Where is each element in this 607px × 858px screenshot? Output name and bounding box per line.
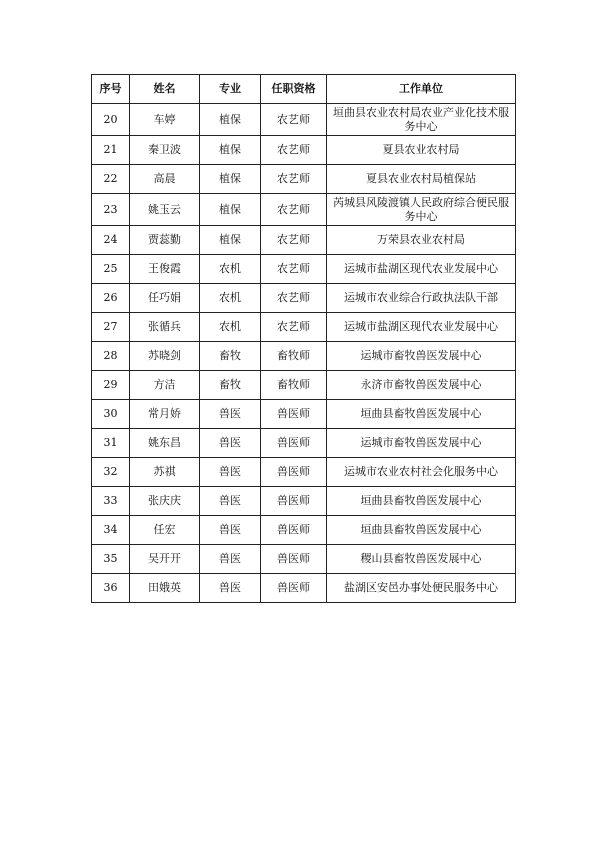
cell-unit: 运城市盐湖区现代农业发展中心 [327,255,516,284]
cell-major: 畜牧 [200,342,261,371]
cell-title: 农艺师 [261,165,327,194]
cell-no: 22 [92,165,130,194]
table-header-row [92,75,516,104]
cell-major: 农机 [200,284,261,313]
cell-name: 常月娇 [130,400,200,429]
cell-no: 28 [92,342,130,371]
cell-title: 农艺师 [261,284,327,313]
cell-major: 植保 [200,136,261,165]
header-name: 姓名 [130,75,200,104]
cell-name: 吴开开 [130,545,200,574]
table-row [92,458,516,487]
cell-major: 兽医 [200,487,261,516]
cell-name: 高晨 [130,165,200,194]
cell-no: 35 [92,545,130,574]
cell-major: 畜牧 [200,371,261,400]
cell-unit: 永济市畜牧兽医发展中心 [327,371,516,400]
cell-no: 32 [92,458,130,487]
cell-no: 33 [92,487,130,516]
cell-name: 张循兵 [130,313,200,342]
cell-title: 农艺师 [261,255,327,284]
table-row [92,516,516,545]
cell-unit: 垣曲县农业农村局农业产业化技术服务中心 [327,104,516,136]
cell-title: 农艺师 [261,313,327,342]
cell-unit: 稷山县畜牧兽医发展中心 [327,545,516,574]
header-no: 序号 [92,75,130,104]
cell-major: 农机 [200,313,261,342]
table-row [92,255,516,284]
cell-no: 30 [92,400,130,429]
cell-name: 张庆庆 [130,487,200,516]
cell-unit: 运城市畜牧兽医发展中心 [327,342,516,371]
cell-name: 车婷 [130,104,200,136]
cell-unit: 垣曲县畜牧兽医发展中心 [327,487,516,516]
table-row [92,545,516,574]
cell-title: 畜牧师 [261,371,327,400]
cell-major: 兽医 [200,458,261,487]
cell-title: 兽医师 [261,458,327,487]
cell-title: 兽医师 [261,516,327,545]
cell-major: 农机 [200,255,261,284]
header-unit: 工作单位 [327,75,516,104]
cell-major: 植保 [200,104,261,136]
cell-unit: 夏县农业农村局 [327,136,516,165]
table-row [92,371,516,400]
cell-unit: 运城市盐湖区现代农业发展中心 [327,313,516,342]
table-row [92,104,516,136]
cell-unit: 万荣县农业农村局 [327,226,516,255]
cell-title: 农艺师 [261,136,327,165]
cell-no: 25 [92,255,130,284]
table-row [92,226,516,255]
header-title: 任职资格 [261,75,327,104]
cell-name: 姚东昌 [130,429,200,458]
cell-unit: 运城市农业综合行政执法队干部 [327,284,516,313]
cell-title: 兽医师 [261,487,327,516]
cell-no: 20 [92,104,130,136]
table-row [92,574,516,603]
table-row [92,165,516,194]
cell-name: 秦卫波 [130,136,200,165]
table-body [92,104,516,603]
table-row [92,313,516,342]
cell-unit: 垣曲县畜牧兽医发展中心 [327,400,516,429]
cell-no: 27 [92,313,130,342]
cell-major: 植保 [200,226,261,255]
cell-major: 兽医 [200,545,261,574]
table-row [92,194,516,226]
cell-name: 苏晓剑 [130,342,200,371]
cell-name: 任巧娟 [130,284,200,313]
cell-title: 农艺师 [261,226,327,255]
cell-no: 31 [92,429,130,458]
cell-unit: 芮城县风陵渡镇人民政府综合便民服务中心 [327,194,516,226]
cell-title: 兽医师 [261,574,327,603]
cell-unit: 夏县农业农村局植保站 [327,165,516,194]
table-row [92,136,516,165]
roster-table [91,74,516,603]
cell-name: 田娥英 [130,574,200,603]
cell-title: 农艺师 [261,194,327,226]
cell-name: 姚玉云 [130,194,200,226]
cell-name: 王俊霞 [130,255,200,284]
cell-major: 兽医 [200,429,261,458]
cell-no: 21 [92,136,130,165]
cell-no: 23 [92,194,130,226]
cell-name: 贾蕊勤 [130,226,200,255]
table-row [92,284,516,313]
cell-major: 植保 [200,194,261,226]
cell-name: 方洁 [130,371,200,400]
table-row [92,487,516,516]
cell-unit: 运城市畜牧兽医发展中心 [327,429,516,458]
table-row [92,400,516,429]
header-major: 专业 [200,75,261,104]
cell-major: 兽医 [200,516,261,545]
cell-major: 兽医 [200,574,261,603]
cell-name: 任宏 [130,516,200,545]
cell-title: 农艺师 [261,104,327,136]
cell-no: 26 [92,284,130,313]
cell-no: 29 [92,371,130,400]
cell-no: 34 [92,516,130,545]
cell-no: 36 [92,574,130,603]
table-row [92,429,516,458]
cell-title: 畜牧师 [261,342,327,371]
cell-unit: 垣曲县畜牧兽医发展中心 [327,516,516,545]
cell-major: 植保 [200,165,261,194]
cell-name: 苏祺 [130,458,200,487]
cell-title: 兽医师 [261,545,327,574]
cell-no: 24 [92,226,130,255]
cell-title: 兽医师 [261,429,327,458]
cell-unit: 运城市农业农村社会化服务中心 [327,458,516,487]
cell-major: 兽医 [200,400,261,429]
cell-title: 兽医师 [261,400,327,429]
cell-unit: 盐湖区安邑办事处便民服务中心 [327,574,516,603]
table-row [92,342,516,371]
